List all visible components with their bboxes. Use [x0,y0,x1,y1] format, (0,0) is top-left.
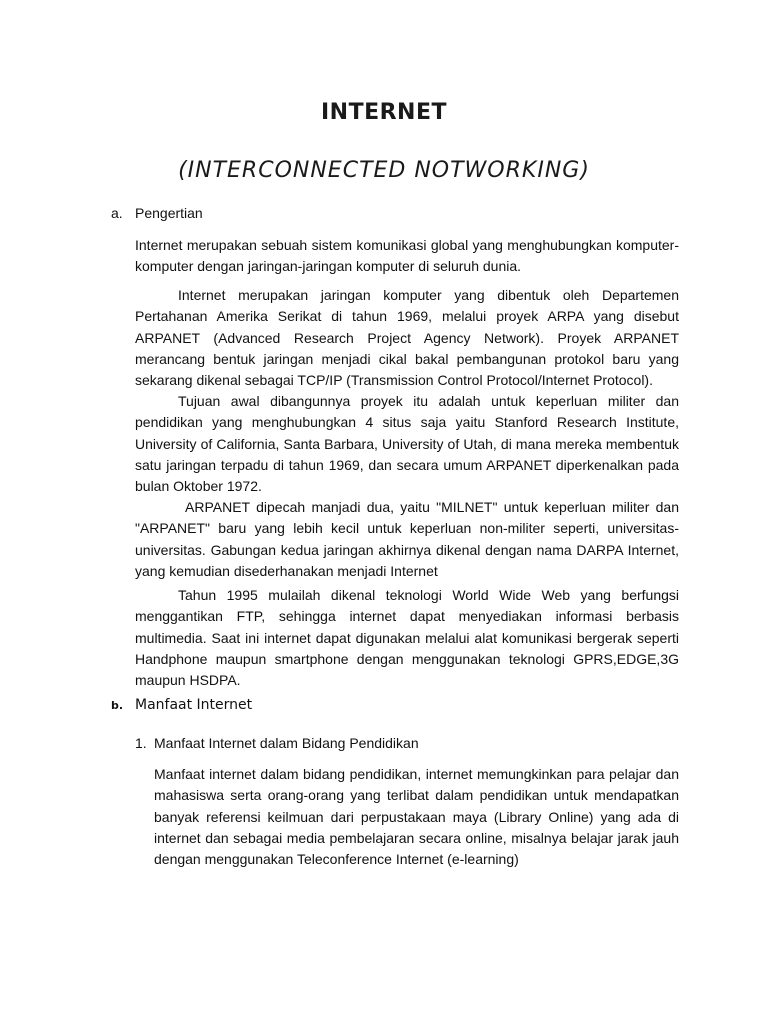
section-a-heading [111,205,203,221]
section-a-paragraph-1: Internet merupakan sebuah sistem komunikasi global yang menghubungkan komputer-komputer dengan jaringan-jaringan komputer di seluruh dunia. [135,237,679,275]
subsection-1-label: Manfaat Internet dalam Bidang Pendidikan [154,735,419,751]
subsection-1-heading [135,735,419,751]
subsection-1-marker: 1. [135,735,147,751]
section-a-paragraph-3: Tujuan awal dibangunnya proyek itu adalah untuk keperluan militer dan pendidikan yang menghubungkan 4 situs saja yaitu Stanford Research Institute, University of California, Santa Barbara, University of Utah, di mana mereka membentuk satu jaringan terpadu di tahun 1969, dan secara umum ARPANET diperkenalkan pada bulan Oktober 1972. [135,393,679,495]
section-b-heading [111,697,252,713]
section-a-paragraph-4: ARPANET dipecah manjadi dua, yaitu "MILNET" untuk keperluan militer dan "ARPANET" baru yang lebih kecil untuk keperluan non-militer seperti, universitas-universitas. Gabungan kedua jaringan akhirnya dikenal dengan nama DARPA Internet, yang kemudian disederhanakan menjadi Internet [135,499,679,579]
document-title: INTERNET [320,100,448,125]
document-subtitle: (INTERCONNECTED NOTWORKING) [178,158,590,183]
section-a-label: Pengertian [135,205,203,221]
section-a-marker: a. [111,205,123,221]
section-a-paragraph-2: Internet merupakan jaringan komputer yang dibentuk oleh Departemen Pertahanan Amerika Serikat di tahun 1969, melalui proyek ARPA yang disebut ARPANET (Advanced Research Project Agency Network). Proyek ARPANET merancang bentuk jaringan menjadi cikal bakal pembangunan protokol baru yang sekarang dikenal sebagai TCP/IP (Transmission Control Protocol/Internet Protocol). [135,287,679,389]
section-b-marker: b. [111,699,124,712]
section-b-label: Manfaat Internet [135,697,253,713]
section-a-paragraph-5: Tahun 1995 mulailah dikenal teknologi World Wide Web yang berfungsi menggantikan FTP, sehingga internet dapat menyediakan informasi berbasis multimedia. Saat ini internet dapat digunakan melalui alat komunikasi bergerak seperti Handphone maupun smartphone dengan menggunakan teknologi GPRS,EDGE,3G maupun HSDPA. [135,587,679,689]
subsection-1-paragraph: Manfaat internet dalam bidang pendidikan, internet memungkinkan para pelajar dan mahasiswa serta orang-orang yang terlibat dalam pendidikan untuk mendapatkan banyak referensi keilmuan dari perpustakaan maya (Library Online) yang ada di internet dan sebagai media pembelajaran secara online, misalnya belajar jarak jauh dengan menggunakan Teleconference Internet (e-learning) [154,766,679,868]
